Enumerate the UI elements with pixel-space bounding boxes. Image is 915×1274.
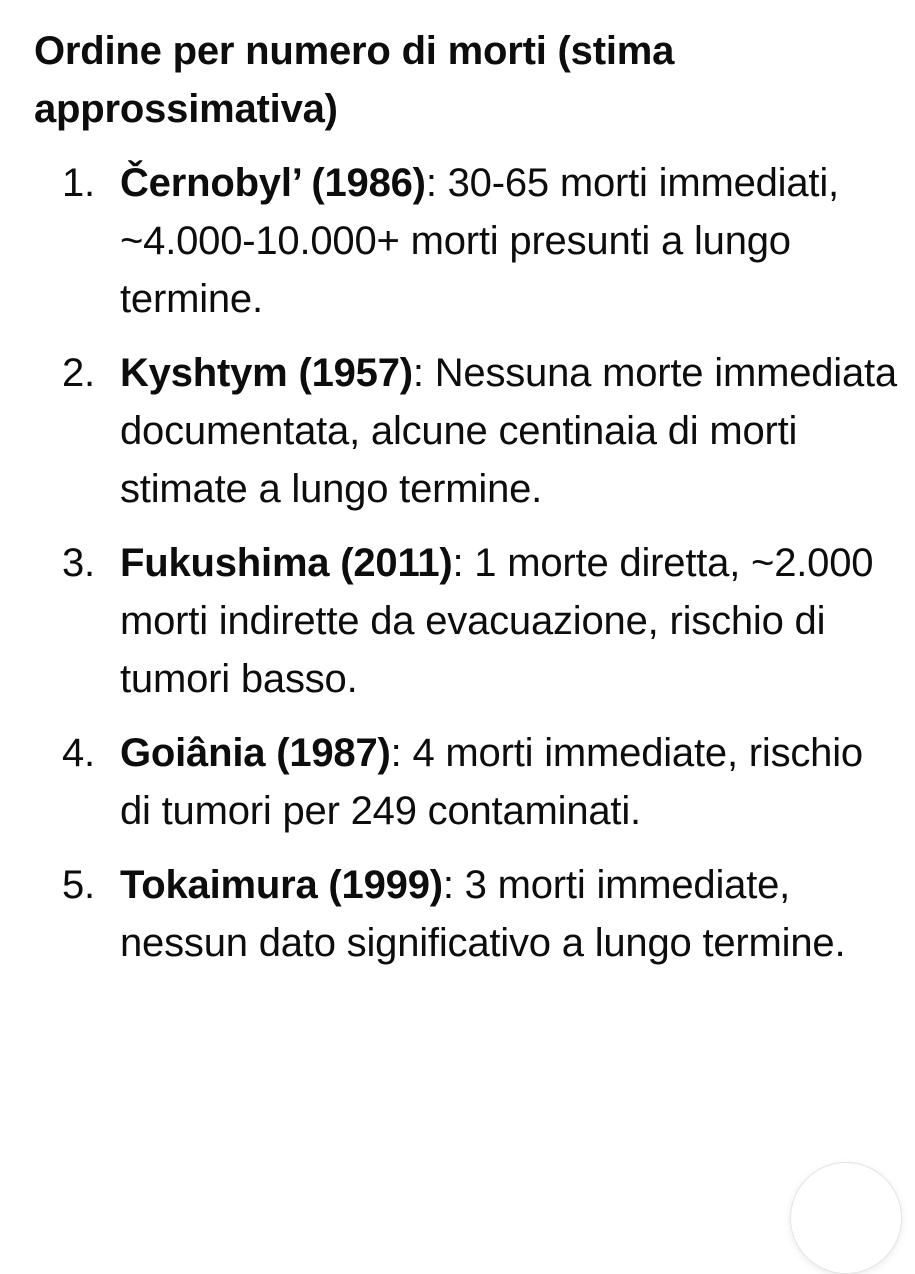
- list-item: [34, 856, 904, 972]
- item-number: 5.: [62, 863, 95, 907]
- item-title: Černobyl’ (1986): [120, 161, 426, 205]
- list-item: [34, 154, 904, 328]
- list-item: [34, 724, 904, 840]
- item-number: 3.: [62, 541, 95, 585]
- list-item: [34, 534, 904, 708]
- item-number: 4.: [62, 731, 95, 775]
- item-title: Tokaimura (1999): [120, 863, 443, 907]
- item-title: Kyshtym (1957): [120, 351, 413, 395]
- item-number: 2.: [62, 351, 95, 395]
- item-number: 1.: [62, 161, 95, 205]
- item-text: : 1 morte diretta, ~2.000 morti indirette da evacuazione, rischio di tumori basso.: [120, 541, 874, 701]
- item-text: : 4 morti immediate, rischio di tumori per 249 contaminati.: [120, 731, 863, 833]
- item-title: Fukushima (2011): [120, 541, 453, 585]
- message-content: [34, 22, 904, 988]
- item-title: Goiânia (1987): [120, 731, 391, 775]
- item-text: : 3 morti immediate, nessun dato significativo a lungo termine.: [120, 863, 846, 965]
- item-text: : 30-65 morti immediati, ~4.000-10.000+ morti presunti a lungo termine.: [120, 161, 839, 321]
- item-text: : Nessuna morte immediata documentata, alcune centinaia di morti stimate a lungo termine.: [120, 351, 897, 511]
- section-heading: Ordine per numero di morti (stima approssimativa): [34, 29, 675, 131]
- ranking-list: [34, 154, 904, 972]
- list-item: [34, 344, 904, 518]
- scroll-down-button[interactable]: [790, 1162, 902, 1274]
